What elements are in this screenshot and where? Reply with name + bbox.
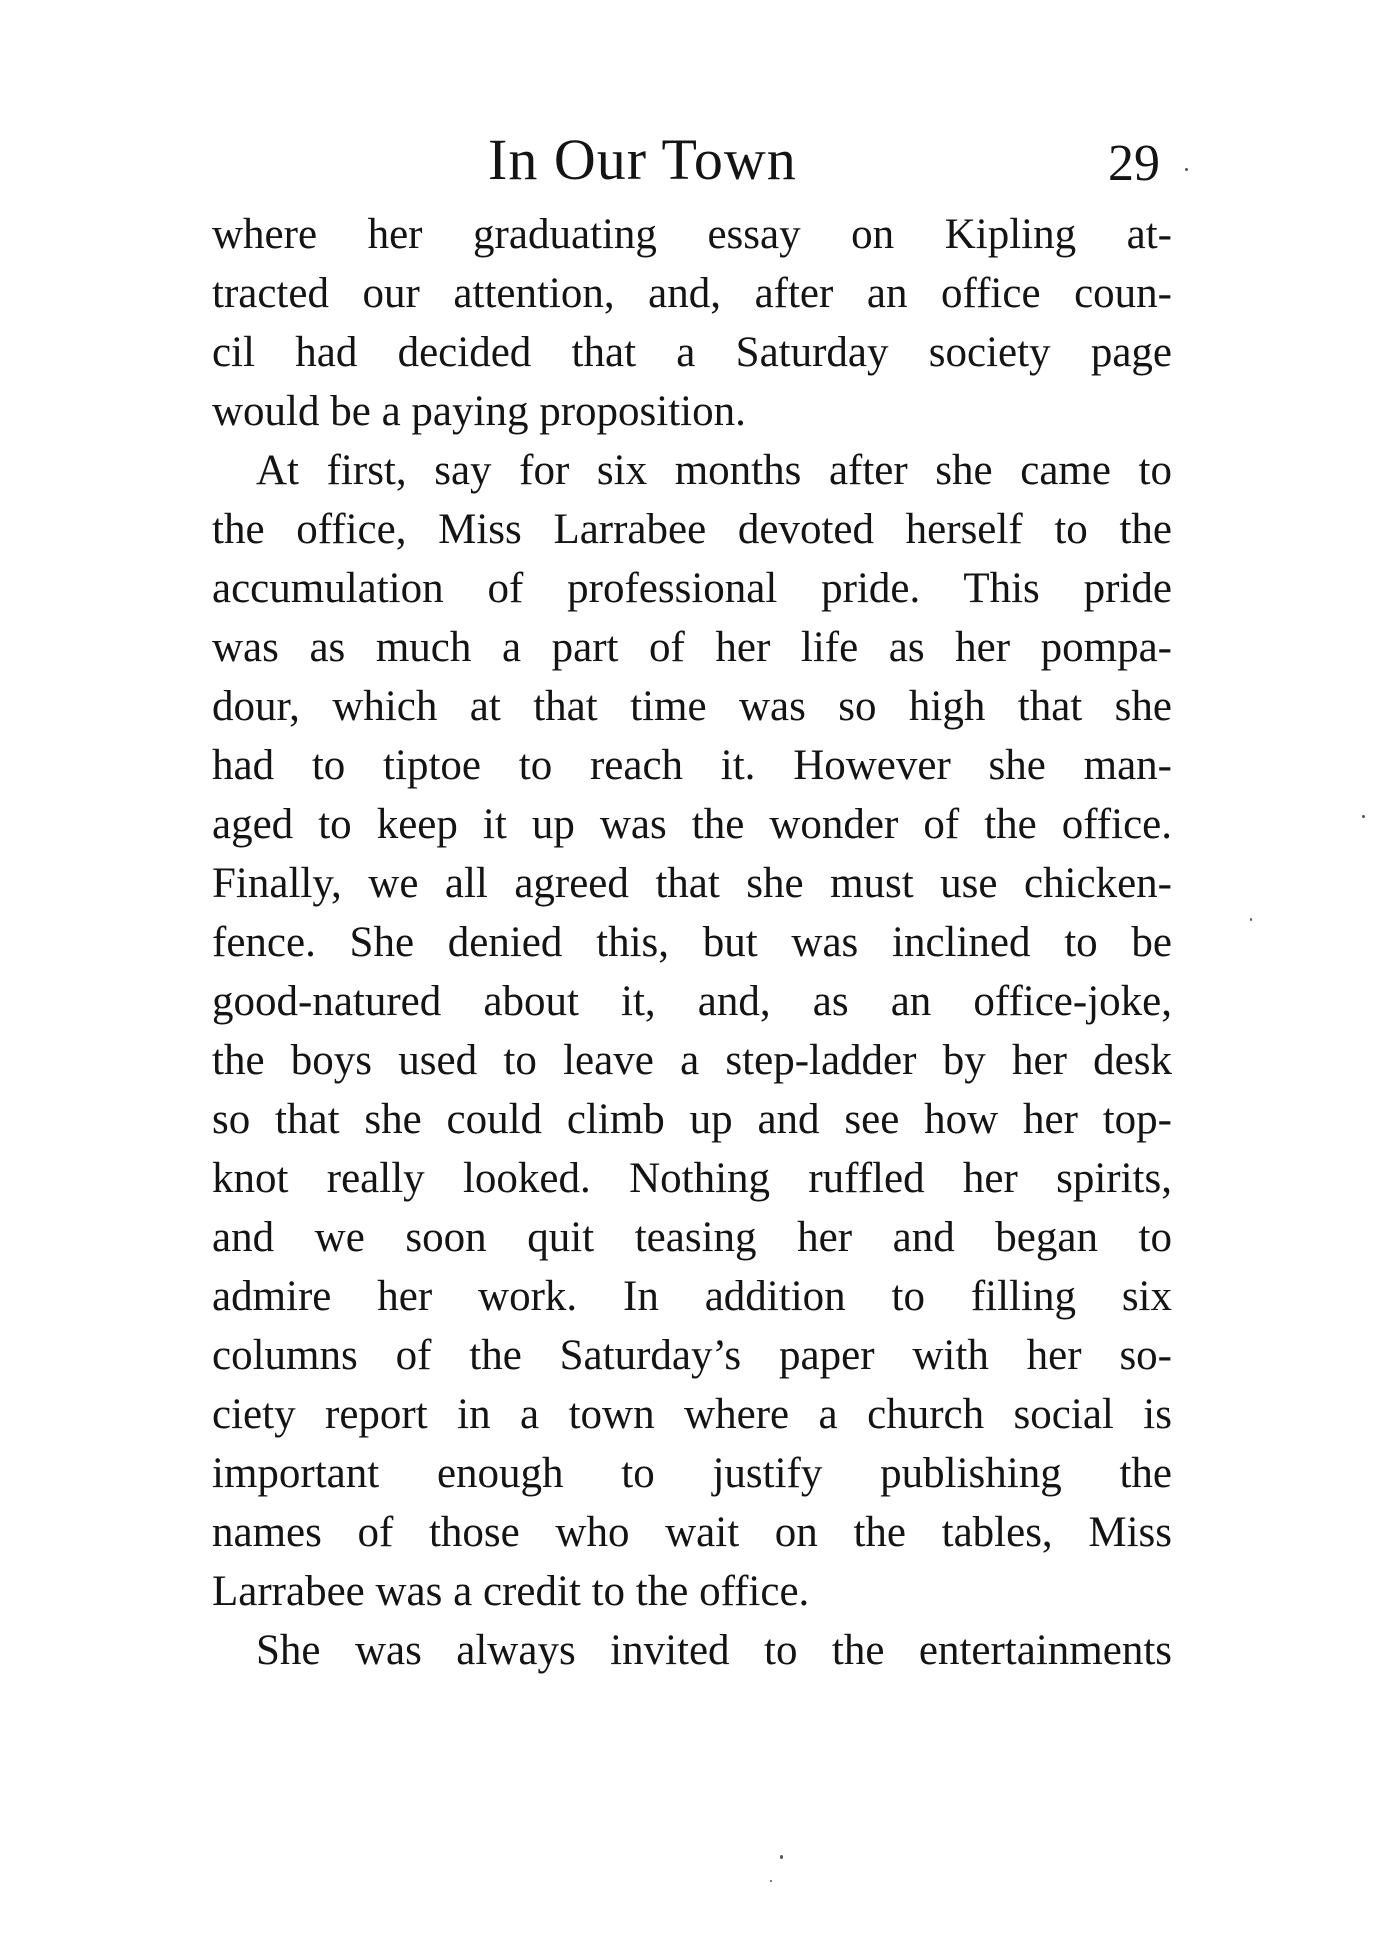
print-speck [1250, 918, 1252, 921]
print-speck [1362, 815, 1365, 818]
paragraph-start-line: At first, say for six months after she came to [256, 447, 1172, 494]
text-line: accumulation of professional pride. This pride [212, 565, 1172, 612]
text-line: admire her work. In addition to filling six [212, 1273, 1172, 1320]
text-line: so that she could climb up and see how her top- [212, 1096, 1172, 1143]
text-line: cil had decided that a Saturday society page [212, 329, 1172, 376]
text-line: the office, Miss Larrabee devoted herself to the [212, 506, 1172, 553]
text-line: the boys used to leave a step-ladder by her desk [212, 1037, 1172, 1084]
print-speck [780, 1855, 783, 1859]
text-line: where her graduating essay on Kipling at- [212, 211, 1172, 258]
text-line: names of those who wait on the tables, Miss [212, 1509, 1172, 1556]
page-header [212, 120, 1172, 200]
text-line: had to tiptoe to reach it. However she man- [212, 742, 1172, 789]
text-line: dour, which at that time was so high that she [212, 683, 1172, 730]
text-line: aged to keep it up was the wonder of the office. [212, 801, 1172, 848]
text-line: fence. She denied this, but was inclined to be [212, 919, 1172, 966]
print-speck [1185, 168, 1188, 171]
text-line: columns of the Saturday’s paper with her so- [212, 1332, 1172, 1379]
text-line: ciety report in a town where a church social is [212, 1391, 1172, 1438]
text-line: Larrabee was a credit to the office. [212, 1568, 810, 1615]
text-line: tracted our attention, and, after an office coun- [212, 270, 1172, 317]
text-line: knot really looked. Nothing ruffled her spirits, [212, 1155, 1172, 1202]
text-line: good-natured about it, and, as an office-joke, [212, 978, 1172, 1025]
text-line: was as much a part of her life as her pompa- [212, 624, 1172, 671]
paragraph-start-line: She was always invited to the entertainments [256, 1627, 1172, 1674]
text-line: and we soon quit teasing her and began to [212, 1214, 1172, 1261]
page-number: 29 [1108, 135, 1160, 192]
running-title: In Our Town [488, 127, 797, 192]
text-line: Finally, we all agreed that she must use chicken- [212, 860, 1172, 907]
body-text [212, 205, 1172, 1680]
text-line: would be a paying proposition. [212, 388, 746, 435]
text-line: important enough to justify publishing the [212, 1450, 1172, 1497]
print-speck [770, 1880, 772, 1882]
